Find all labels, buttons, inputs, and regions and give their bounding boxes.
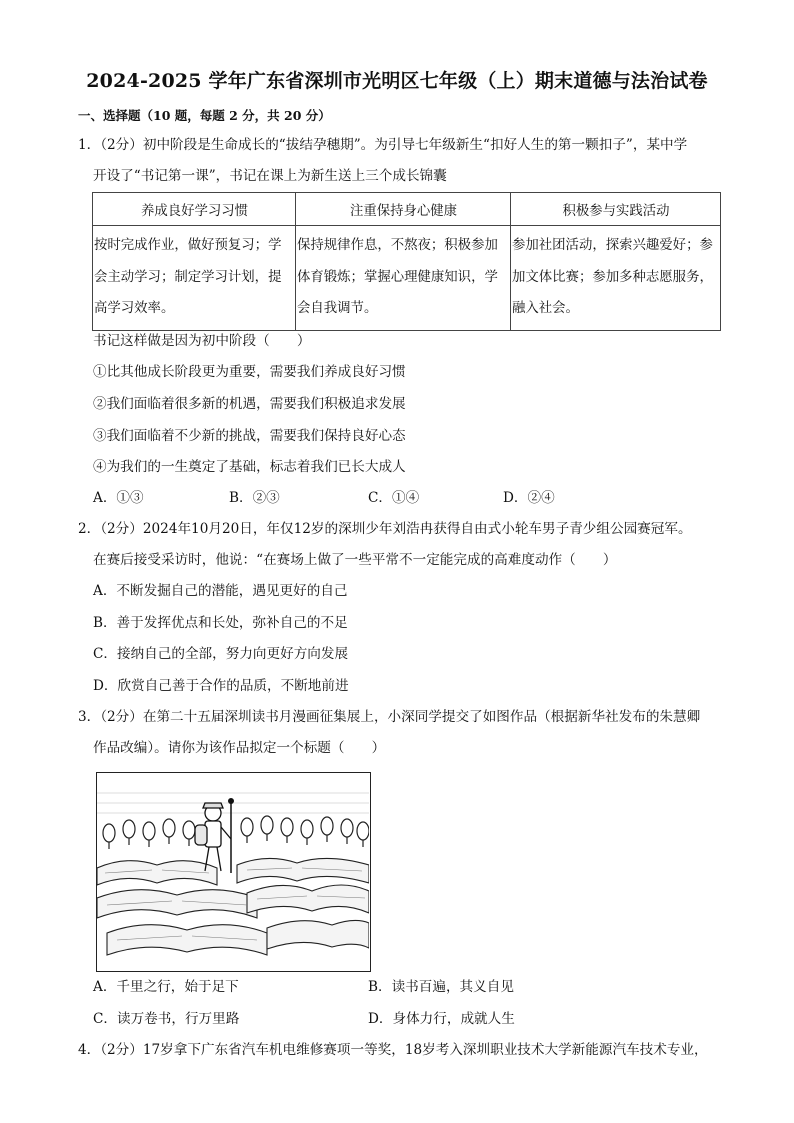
table-header: 注重保持身心健康 (296, 193, 511, 226)
q1-option-c: C．①④ (368, 490, 420, 506)
q3-option-d: D．身体力行，成就人生 (368, 1011, 515, 1027)
q1-stem-line2: 开设了“书记第一课”，书记在课上为新生送上三个成长锦囊 (93, 168, 447, 184)
q3-option-a: A．千里之行，始于足下 (93, 979, 239, 995)
table-cell (93, 226, 296, 331)
section-heading: 一、选择题（10 题，每题 2 分，共 20 分） (78, 108, 331, 123)
q2-option-d: D．欣赏自己善于合作的品质，不断地前进 (93, 678, 349, 694)
table-row (93, 226, 721, 331)
cell-text: 参加社团活动，探索兴趣爱好；参 (512, 238, 713, 253)
cell-text: 融入社会。 (512, 301, 579, 316)
table-cell (511, 226, 721, 331)
table-header: 积极参与实践活动 (511, 193, 721, 226)
q2-option-a: A．不断发掘自己的潜能，遇见更好的自己 (93, 583, 348, 599)
cell-text: 会主动学习；制定学习计划，提 (94, 269, 282, 285)
q1-table (92, 192, 721, 331)
page-title: 2024-2025 学年广东省深圳市光明区七年级（上）期末道德与法治试卷 (86, 70, 708, 92)
q1-statement-1: ①比其他成长阶段更为重要，需要我们养成良好习惯 (93, 364, 406, 380)
q3-option-c: C．读万卷书，行万里路 (93, 1011, 240, 1027)
cartoon-drawing (97, 773, 369, 970)
q3-stem-line2: 作品改编）。请你为该作品拟定一个标题（ ） (93, 740, 386, 756)
table-cell (296, 226, 511, 331)
q1-option-b: B．②③ (229, 490, 280, 506)
cartoon-image (96, 772, 371, 972)
cell-text: 高学习效率。 (94, 301, 175, 316)
table-header-row (93, 193, 721, 226)
cell-text: 体育锻炼；掌握心理健康知识，学 (297, 269, 498, 285)
q1-statement-4: ④为我们的一生奠定了基础，标志着我们已长大成人 (93, 459, 406, 475)
q2-stem-line2: 在赛后接受采访时，他说：“在赛场上做了一些平常不一定能完成的高难度动作（ ） (93, 552, 617, 568)
q3-option-b: B．读书百遍，其义自见 (368, 979, 514, 995)
q1-question: 书记这样做是因为初中阶段（ ） (93, 333, 311, 349)
cell-text: 会自我调节。 (297, 301, 378, 316)
q1-statement-3: ③我们面临着不少新的挑战，需要我们保持良好心态 (93, 428, 406, 444)
q1-stem-line1: 1．（2分）初中阶段是生命成长的“拔结孕穗期”。为引导七年级新生“扣好人生的第一颗扣子”，某中学 (78, 137, 688, 153)
q2-stem-line1: 2．（2分）2024年10月20日，年仅12岁的深圳少年刘浩冉获得自由式小轮车男子青少组公园赛冠军。 (78, 521, 692, 537)
q2-option-b: B．善于发挥优点和长处，弥补自己的不足 (93, 615, 348, 631)
q1-option-a: A．①③ (93, 490, 144, 506)
q2-option-c: C．接纳自己的全部，努力向更好方向发展 (93, 646, 349, 662)
q1-statement-2: ②我们面临着很多新的机遇，需要我们积极追求发展 (93, 396, 406, 412)
cell-text: 加文体比赛；参加多种志愿服务， (512, 269, 713, 285)
q3-stem-line1: 3．（2分）在第二十五届深圳读书月漫画征集展上，小深同学提交了如图作品（根据新华社发布的朱慧卿 (78, 709, 701, 725)
q4-stem-line1: 4．（2分）17岁拿下广东省汽车机电维修赛项一等奖，18岁考入深圳职业技术大学新能源汽车技术专业， (78, 1042, 708, 1058)
q1-option-d: D．②④ (503, 490, 555, 506)
cell-text: 按时完成作业，做好预复习；学 (94, 238, 282, 253)
cell-text: 保持规律作息，不熬夜；积极参加 (297, 238, 498, 253)
table-header: 养成良好学习习惯 (93, 193, 296, 226)
